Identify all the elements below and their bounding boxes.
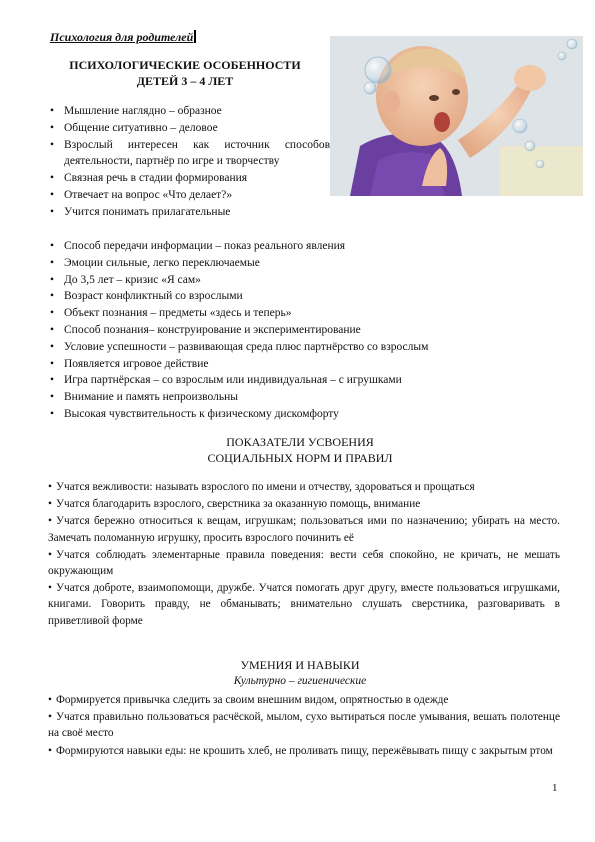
list-item: • Учатся соблюдать элементарные правила поведения: вести себя спокойно, не кричать, не мешать окружающим [48, 548, 560, 578]
list-item: • Мышление наглядно – образное [48, 103, 330, 120]
section-title-skills: УМЕНИЯ И НАВЫКИ [240, 658, 360, 672]
list-item: • Внимание и память непроизвольны [48, 389, 568, 406]
list-item: • Формируется привычка следить за своим внешним видом, опрятностью в одежде [48, 694, 449, 706]
baby-illustration [330, 36, 583, 196]
list-item: • Игра партнёрская – со взрослым или индивидуальная – с игрушками [48, 372, 568, 389]
list-item: • Условие успешности – развивающая среда плюс партнёрство со взрослым [48, 339, 568, 356]
section-title-norms: ПОКАЗАТЕЛИ УСВОЕНИЯ СОЦИАЛЬНЫХ НОРМ И ПРАВИЛ [207, 435, 393, 465]
skills-list [48, 692, 560, 760]
list-item: • Связная речь в стадии формирования [48, 170, 330, 187]
features-list [48, 103, 330, 221]
list-item: • Способ передачи информации – показ реального явления [48, 238, 568, 255]
list-item: • Объект познания – предметы «здесь и теперь» [48, 305, 568, 322]
list-item: • Формируются навыки еды: не крошить хлеб, не проливать пищу, пережёвывать пищу с закрытым ртом [48, 744, 553, 757]
list-item: • Эмоции сильные, легко переключаемые [48, 255, 568, 272]
list-item: • Учатся вежливости: называть взрослого по имени и отчеству, здороваться и прощаться [48, 481, 475, 493]
list-item: • Высокая чувствительность к физическому дискомфорту [48, 406, 568, 423]
list-item: • Общение ситуативно – деловое [48, 120, 330, 137]
list-item: • Учатся бережно относиться к вещам, игрушкам; пользоваться ими по назначению; убирать на место. Замечать поломанную игрушку, просить взрослого починить её [48, 515, 560, 544]
list-item: • Учатся правильно пользоваться расчёской, мылом, сухо вытираться после умывания, вешать полотенце на своё место [48, 711, 560, 740]
section-subtitle-hygiene: Культурно – гигиенические [233, 675, 367, 687]
list-item: • Учится понимать прилагательные [48, 204, 330, 221]
list-item: • Взрослый интересен как источник способов деятельности, партнёр по игре и творчеству [48, 137, 330, 171]
baby-photo [330, 36, 583, 196]
list-item: • Учатся доброте, взаимопомощи, дружбе. Учатся помогать друг другу, вместе пользоваться игрушками, книгами. Говорить правду, не обманывать; внимательно слушать сверстника, разговаривать в приветливой форме [48, 582, 560, 627]
document-title: ПСИХОЛОГИЧЕСКИЕ ОСОБЕННОСТИ ДЕТЕЙ 3 – 4 ЛЕТ [69, 58, 301, 88]
features-list-continued [48, 238, 568, 423]
list-item: • Способ познания– конструирование и экспериментирование [48, 322, 568, 339]
list-item: • До 3,5 лет – кризис «Я сам» [48, 272, 568, 289]
page-header: Психология для родителей [50, 30, 196, 45]
text-cursor [194, 30, 196, 43]
norms-list [48, 479, 560, 630]
page-number: 1 [552, 782, 558, 794]
list-item: • Отвечает на вопрос «Что делает?» [48, 187, 330, 204]
list-item: • Возраст конфликтный со взрослыми [48, 288, 568, 305]
list-item: • Появляется игровое действие [48, 356, 568, 373]
list-item: • Учатся благодарить взрослого, сверстника за оказанную помощь, внимание [48, 498, 421, 511]
